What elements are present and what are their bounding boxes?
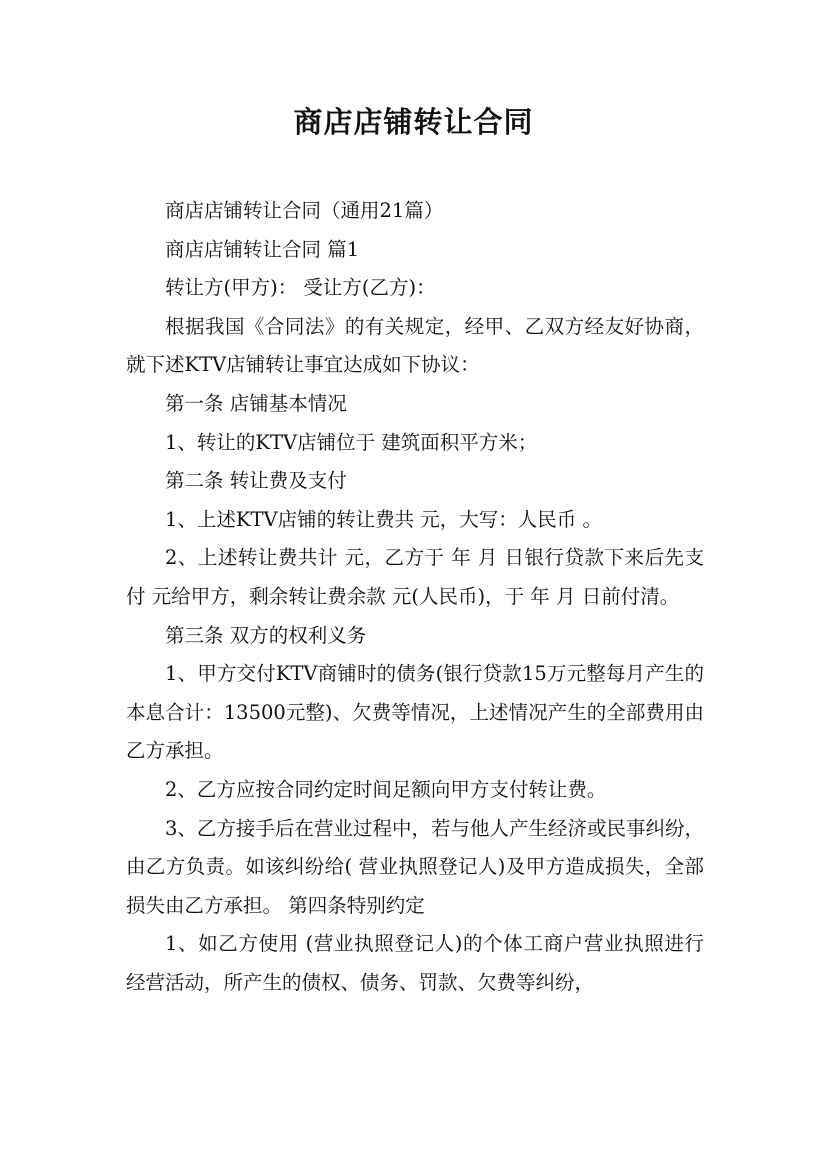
article-3-heading: 第三条 双方的权利义务 [165, 623, 367, 647]
article-3-clause-2: 2、乙方应按合同约定时间足额向甲方支付转让费。 [165, 777, 607, 801]
paragraph-preamble: 根据我国《合同法》的有关规定，经甲、乙双方经友好协商，就下述KTV店铺转让事宜达成如下协议： [126, 314, 704, 377]
paragraph-part-heading: 商店店铺转让合同 篇1 [165, 237, 360, 261]
article-2-heading: 第二条 转让费及支付 [165, 469, 347, 493]
document-title: 商店店铺转让合同 [293, 105, 534, 139]
document-body [126, 192, 704, 1002]
article-2-clause-2: 2、上述转让费共计 元，乙方于 年 月 日银行贷款下来后先支付 元给甲方，剩余转让费余款 元(人民币)，于 年 月 日前付清。 [126, 546, 704, 608]
paragraph-subtitle: 商店店铺转让合同（通用21篇） [165, 199, 444, 222]
paragraph-parties: 转让方(甲方)： 受让方(乙方)： [165, 276, 436, 300]
article-1-heading: 第一条 店铺基本情况 [165, 391, 347, 415]
article-3-clause-3: 3、乙方接手后在营业过程中，若与他人产生经济或民事纠纷，由乙方负责。如该纠纷给( 营业执照登记人)及甲方造成损失，全部损失由乙方承担。 第四条特别约定 [126, 816, 704, 917]
article-1-clause-1: 1、转让的KTV店铺位于 建筑面积平方米； [165, 430, 538, 454]
article-2-clause-1: 1、上述KTV店铺的转让费共 元，大写：人民币 。 [165, 507, 602, 531]
article-4-clause-1: 1、如乙方使用 (营业执照登记人)的个体工商户营业执照进行经营活动，所产生的债权、债务、罚款、欠费等纠纷， [126, 932, 704, 994]
article-3-clause-1: 1、甲方交付KTV商铺时的债务(银行贷款15万元整每月产生的本息合计：13500元整)、欠费等情况，上述情况产生的全部费用由乙方承担。 [126, 662, 704, 763]
